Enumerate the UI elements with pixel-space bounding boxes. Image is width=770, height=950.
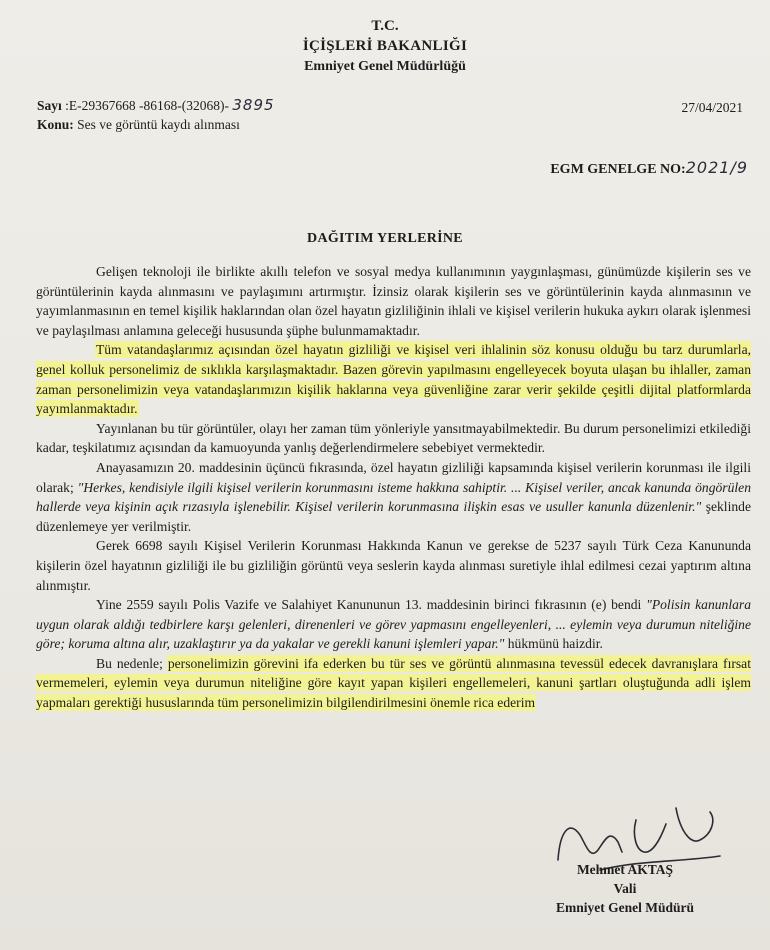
sayi-line bbox=[37, 96, 275, 115]
law-quote: "Polisin kanunlara uygun olarak aldığı tedbirlere karşı gelenleri, direnenleri ve görev yapmasını engelleyenleri, ... eylemin veya durumun niteliğine göre; koruma altına alır, uzaklaştırır ya da yakalar ve gerekli kanuni işlemleri yapar." bbox=[36, 597, 752, 652]
distribution-title: DAĞITIM YERLERİNE bbox=[307, 231, 463, 246]
constitution-quote: "Herkes, kendisiyle ilgili kişisel verilerin korunmasını isteme hakkına sahiptir. ... Kişisel veriler, ancak kanunda öngörülen hallerde veya kişinin açık rızasıyla işlenebilir. Kişisel verilerin korunmasına ilişkin esas ve usuller kanunla düzenlenir." bbox=[36, 479, 752, 515]
paragraph-7-intro: Bu nedenle; bbox=[96, 655, 163, 671]
konu-value: Ses ve görüntü kaydı alınması bbox=[77, 117, 240, 132]
paragraph-5: Gerek 6698 sayılı Kişisel Verilerin Korunması Hakkında Kanun ve gerekse de 5237 sayılı Türk Ceza Kanununda kişilerin özel hayatının gizliliği ile bu gizliliğin görüntü veya seslerin kayda alınması suretiyle ihlal edilmesi cezai yaptırım altına alınmıştır. bbox=[36, 538, 751, 593]
sayi-handwritten: 3895 bbox=[232, 96, 275, 114]
signer-title: Vali bbox=[613, 881, 637, 896]
sayi-value: :E-29367668 -86168-(32068)- bbox=[65, 98, 229, 113]
genelge-label: EGM GENELGE NO: bbox=[550, 162, 686, 177]
konu-line bbox=[37, 115, 275, 134]
highlighted-text: Tüm vatandaşlarımız açısından özel hayatın gizliliği ve kişisel veri ihlalinin söz konusu olduğu bu tarz durumlarla, genel kolluk personelimiz de sıklıkla karşılaşmaktadır. Bazen görevin yapılmasını engelleyecek boyuta ulaşan bu ihlaller, zaman zaman personelimizin veya vatandaşlarımızın kişilik haklarına veya güvenliğine zarar verir şekilde çeşitli dijital platformlarda yayımlanmaktadır. bbox=[36, 342, 751, 417]
signer-name: Mehmet AKTAŞ bbox=[576, 862, 674, 877]
directorate-line: Emniyet Genel Müdürlüğü bbox=[304, 59, 466, 74]
sayi-label: Sayı bbox=[37, 98, 62, 113]
letterhead bbox=[0, 16, 770, 77]
paragraph-4 bbox=[36, 458, 751, 536]
paragraph-4-intro: Anayasamızın 20. maddesinin üçüncü fıkrasında, özel hayatın gizliliği kapsamında kişisel verilerin korunması ile ilgili olarak; bbox=[36, 459, 751, 495]
document-meta bbox=[37, 96, 275, 134]
country-line: T.C. bbox=[371, 18, 399, 34]
paragraph-2 bbox=[36, 340, 751, 418]
paragraph-1: Gelişen teknoloji ile birlikte akıllı telefon ve sosyal medya kullanımının yaygınlaşması, günümüzde kişilerin ses ve görüntülerinin kayda alınmasını ve paylaşımını artırmıştır. İzinsiz olarak kişilerin ses ve görüntülerinin kayda alınmasının ve yayımlanmasının en temel kişilik haklarından olan özel hayatın gizliliğinin ihlali ve kişisel verilerin hukuka aykırı olarak işlenmesi ve paylaşılması anlamına geleceği hususunda şüphe bulunmamaktadır. bbox=[36, 264, 751, 338]
genelge-handwritten: 2021/9 bbox=[685, 158, 748, 177]
document-date: 27/04/2021 bbox=[681, 100, 743, 115]
paragraph-7 bbox=[36, 654, 751, 713]
signer-role: Emniyet Genel Müdürü bbox=[555, 900, 694, 915]
paragraph-6-intro: Yine 2559 sayılı Polis Vazife ve Salahiyet Kanununun 13. maddesinin birinci fıkrasının (e) bendi bbox=[96, 597, 642, 613]
paragraph-6 bbox=[36, 595, 751, 654]
konu-label: Konu: bbox=[37, 117, 74, 132]
paragraph-4-outro: şeklinde düzenlemeye yer verilmiştir. bbox=[36, 499, 751, 534]
paragraph-6-outro: hükmünü haizdir. bbox=[507, 636, 603, 652]
highlighted-request: personelimizin görevini ifa ederken bu tür ses ve görüntü alınmasına tevessül edecek davranışlara fırsat vermemeleri, eylemin veya durumun niteliğine göre kayıt yapan kişileri engellemeleri, kanuni şartları oluştuğunda adli işlem yapmaları gerektiği hususlarında tüm personelimizin bilgilendirilmesini önemle rica ederim bbox=[36, 655, 751, 711]
paragraph-3: Yayınlanan bu tür görüntüler, olayı her zaman tüm yönleriyle yansıtmayabilmektedir. Bu durum personelimizi etkilediği kadar, teşkilatımız açısından da kamuoyunda yanlış değerlendirmelere sebebiyet vermektedir. bbox=[36, 420, 751, 456]
document-body bbox=[36, 262, 751, 713]
ministry-line: İÇİŞLERİ BAKANLIĞI bbox=[302, 38, 468, 54]
genelge-number bbox=[550, 158, 748, 178]
signer-block bbox=[525, 860, 725, 917]
